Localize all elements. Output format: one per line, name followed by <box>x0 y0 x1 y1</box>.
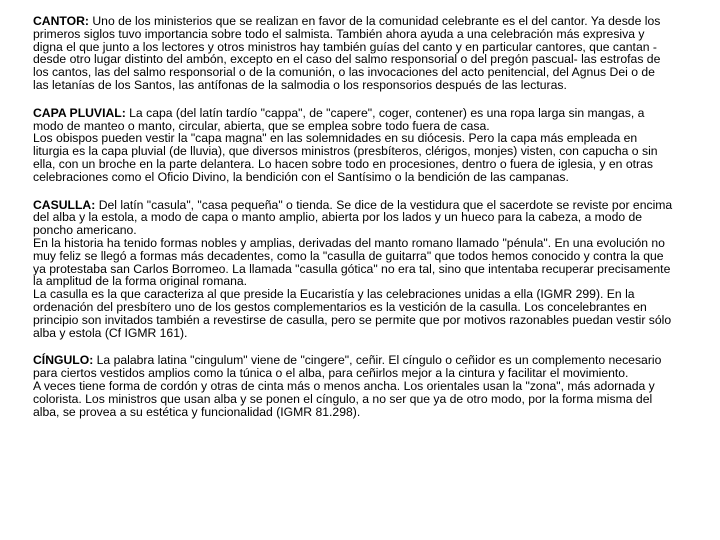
entry-casulla <box>33 199 673 340</box>
entry-text: La capa (del latín tardío "cappa", de "capere", coger, contener) es una ropa larga sin mangas, a modo de manteo o manto, circular, abierta, que se emplea sobre todo fuera de casa. <box>33 105 645 133</box>
entry-paragraph <box>33 15 673 92</box>
entry-cingulo <box>33 354 673 418</box>
entry-text: Del latín "casula", "casa pequeña" o tienda. Se dice de la vestidura que el sacerdote se reviste por encima del alba y la estola, a modo de capa o manto amplio, abierta por los lados y un hueco para la cabeza, a modo de poncho americano. <box>33 197 673 238</box>
entry-text: Uno de los ministerios que se realizan en favor de la comunidad celebrante es el del cantor. Ya desde los primeros siglos tuvo importancia sobre todo el salmista. También ahora ayuda a una celebración más expresiva y digna el que junto a los lectores y otros ministros hay también guías del canto y en particular cantores, que cantan -desde otro lugar distinto del ambón, excepto en el caso del salmo responsorial o del pregón pascual- las estrofas de los cantos, las del salmo responsorial o de la comunión, o las invocaciones del acto penitencial, del Agnus Dei o de las letanías de los Santos, las antífonas de la salmodia o los responsorios después de las lecturas. <box>33 14 661 92</box>
entry-paragraph <box>33 199 673 237</box>
entry-term: CAPA PLUVIAL: <box>33 105 126 120</box>
entry-term: CASULLA: <box>33 197 96 212</box>
entry-cantor <box>33 15 673 92</box>
entry-text: La palabra latina "cingulum" viene de "cingere", ceñir. El cíngulo o ceñidor es un complemento necesario para ciertos vestidos amplios como la túnica o el alba, para ceñirlos mejor a la cintura y facilitar el movimiento. <box>33 353 662 381</box>
entry-paragraph: En la historia ha tenido formas nobles y amplias, derivadas del manto romano llamado "pénula". En una evolución no muy feliz se llegó a formas más decadentes, como la "casulla de guitarra" que todos hemos conocido y contra la que ya protestaba san Carlos Borromeo. La llamada "casulla gótica" no era tal, sino que intentaba recuperar precisamente la amplitud de la forma original romana. <box>33 235 671 289</box>
entry-paragraph: A veces tiene forma de cordón y otras de cinta más o menos ancha. Los orientales usan la "zona", más adornada y colorista. Los ministros que usan alba y se ponen el cíngulo, a no ser que ya de otro modo, por la forma misma del alba, se provea a su estética y funcionalidad (IGMR 81.298). <box>33 378 655 419</box>
entry-term: CÍNGULO: <box>33 353 94 368</box>
entry-term: CANTOR: <box>33 14 89 28</box>
entry-paragraph: La casulla es la que caracteriza al que preside la Eucaristía y las celebraciones unidas a ella (IGMR 299). En la ordenación del presbítero uno de los gestos complementarios es la vestición de la casulla. Los concelebrantes en principio son invitados también a revestirse de casulla, pero se permite que por motivos razonables puedan vestir sólo alba y estola (Cf IGMR 161). <box>33 287 672 340</box>
glossary-document <box>33 15 673 433</box>
entry-paragraph <box>33 354 673 380</box>
entry-paragraph: Los obispos pueden vestir la "capa magna" en las solemnidades en su diócesis. Pero la capa más empleada en liturgia es la capa pluvial (de lluvia), que diversos ministros (presbíteros, clérigos, monjes) visten, con capucha o sin ella, con un broche en la parte delantera. Lo hacen sobre todo en procesiones, dentro o fuera de iglesia, y en otras celebraciones como el Oficio Divino, la bendición con el Santísimo o la bendición de las campanas. <box>33 131 658 184</box>
entry-capa-pluvial <box>33 107 673 184</box>
entry-paragraph <box>33 107 673 133</box>
